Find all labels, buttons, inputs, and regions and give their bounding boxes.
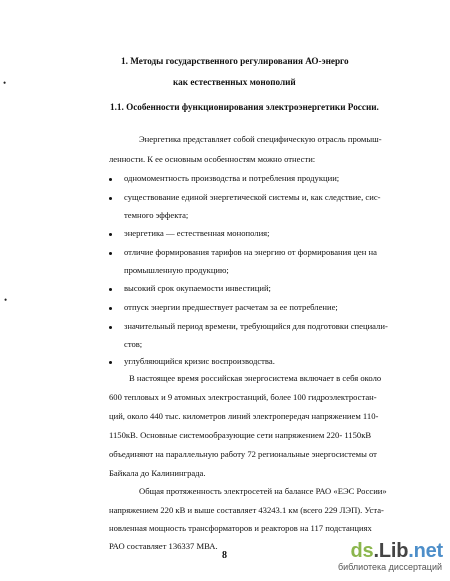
page-number: 8 [222, 550, 227, 561]
bullet-4-line-2: промышленную продукцию; [124, 265, 229, 275]
bullet-7-line-2: стов; [124, 339, 143, 349]
bullet-2-line-2: темного эффекта; [124, 210, 189, 220]
paragraph-2-line-3: ций, около 440 тыс. километров линий электропередач напряжением 110- [109, 411, 379, 421]
bullet-dot-4 [109, 252, 112, 255]
paragraph-3-line-1: Общая протяженность электросетей на балансе РАО «ЕЭС России» [139, 486, 387, 496]
paragraph-2-line-6: Байкала до Калининграда. [109, 468, 206, 478]
section-title-line-1: 1. Методы государственного регулирования АО-энерго [121, 56, 349, 66]
scan-mark-middle-left: • [4, 295, 8, 305]
dslib-logo-net: .net [408, 540, 443, 562]
paragraph-2-line-1: В настоящее время российская энергосистема включает в себя около [129, 373, 382, 383]
paragraph-2-line-5: объединяют на параллельную работу 72 региональные энергосистемы от [109, 449, 377, 459]
bullet-dot-8 [109, 361, 112, 364]
dslib-logo-dot: . [373, 540, 379, 562]
paragraph-3-line-3: новленная мощность трансформаторов и реакторов на 117 подстанциях [109, 523, 372, 533]
bullet-dot-2 [109, 197, 112, 200]
bullet-3-line-1: энергетика — естественная монополия; [124, 228, 270, 238]
bullet-4-line-1: отличие формирования тарифов на энергию от формирования цен на [124, 247, 377, 257]
section-title-line-2: как естественных монополий [173, 77, 296, 87]
bullet-dot-1 [109, 178, 112, 181]
subsection-title: 1.1. Особенности функционирования электроэнергетики России. [110, 102, 379, 112]
dslib-logo-lib: Lib [378, 540, 409, 562]
paragraph-3-line-4: РАО составляет 136337 МВА. [109, 541, 218, 551]
bullet-7-line-1: значительный период времени, требующийся для подготовки специали- [124, 321, 388, 331]
bullet-dot-5 [109, 288, 112, 291]
bullet-dot-3 [109, 233, 112, 236]
paragraph-1-line-1: Энергетика представляет собой специфическую отрасль промыш- [139, 134, 382, 144]
bullet-6-line-1: отпуск энергии предшествует расчетам за ее потребление; [124, 302, 338, 312]
dslib-caption: библиотека диссертаций [337, 562, 442, 572]
paragraph-2-line-2: 600 тепловых и 9 атомных электростанций, более 100 гидроэлектростан- [109, 392, 377, 402]
dslib-logo [351, 541, 443, 561]
bullet-dot-7 [109, 326, 112, 329]
bullet-2-line-1: существование единой энергетической системы и, как следствие, сис- [124, 192, 381, 202]
paragraph-1-line-2: ленности. К ее основным особенностям можно отнести: [109, 154, 316, 164]
paragraph-3-line-2: напряжением 220 кВ и выше составляет 43243.1 км (всего 229 ЛЭП). Уста- [109, 505, 384, 515]
bullet-8-line-1: углубляющийся кризис воспроизводства. [124, 356, 275, 366]
scan-mark-top-left: • [3, 78, 7, 88]
bullet-1-line-1: одномоментность производства и потребления продукции; [124, 173, 340, 183]
dslib-logo-ds: ds [350, 540, 374, 562]
paragraph-2-line-4: 1150кВ. Основные системообразующие сети напряжением 220- 1150кВ [109, 430, 372, 440]
bullet-dot-6 [109, 307, 112, 310]
bullet-5-line-1: высокий срок окупаемости инвестиций; [124, 283, 271, 293]
dslib-watermark [331, 541, 443, 575]
